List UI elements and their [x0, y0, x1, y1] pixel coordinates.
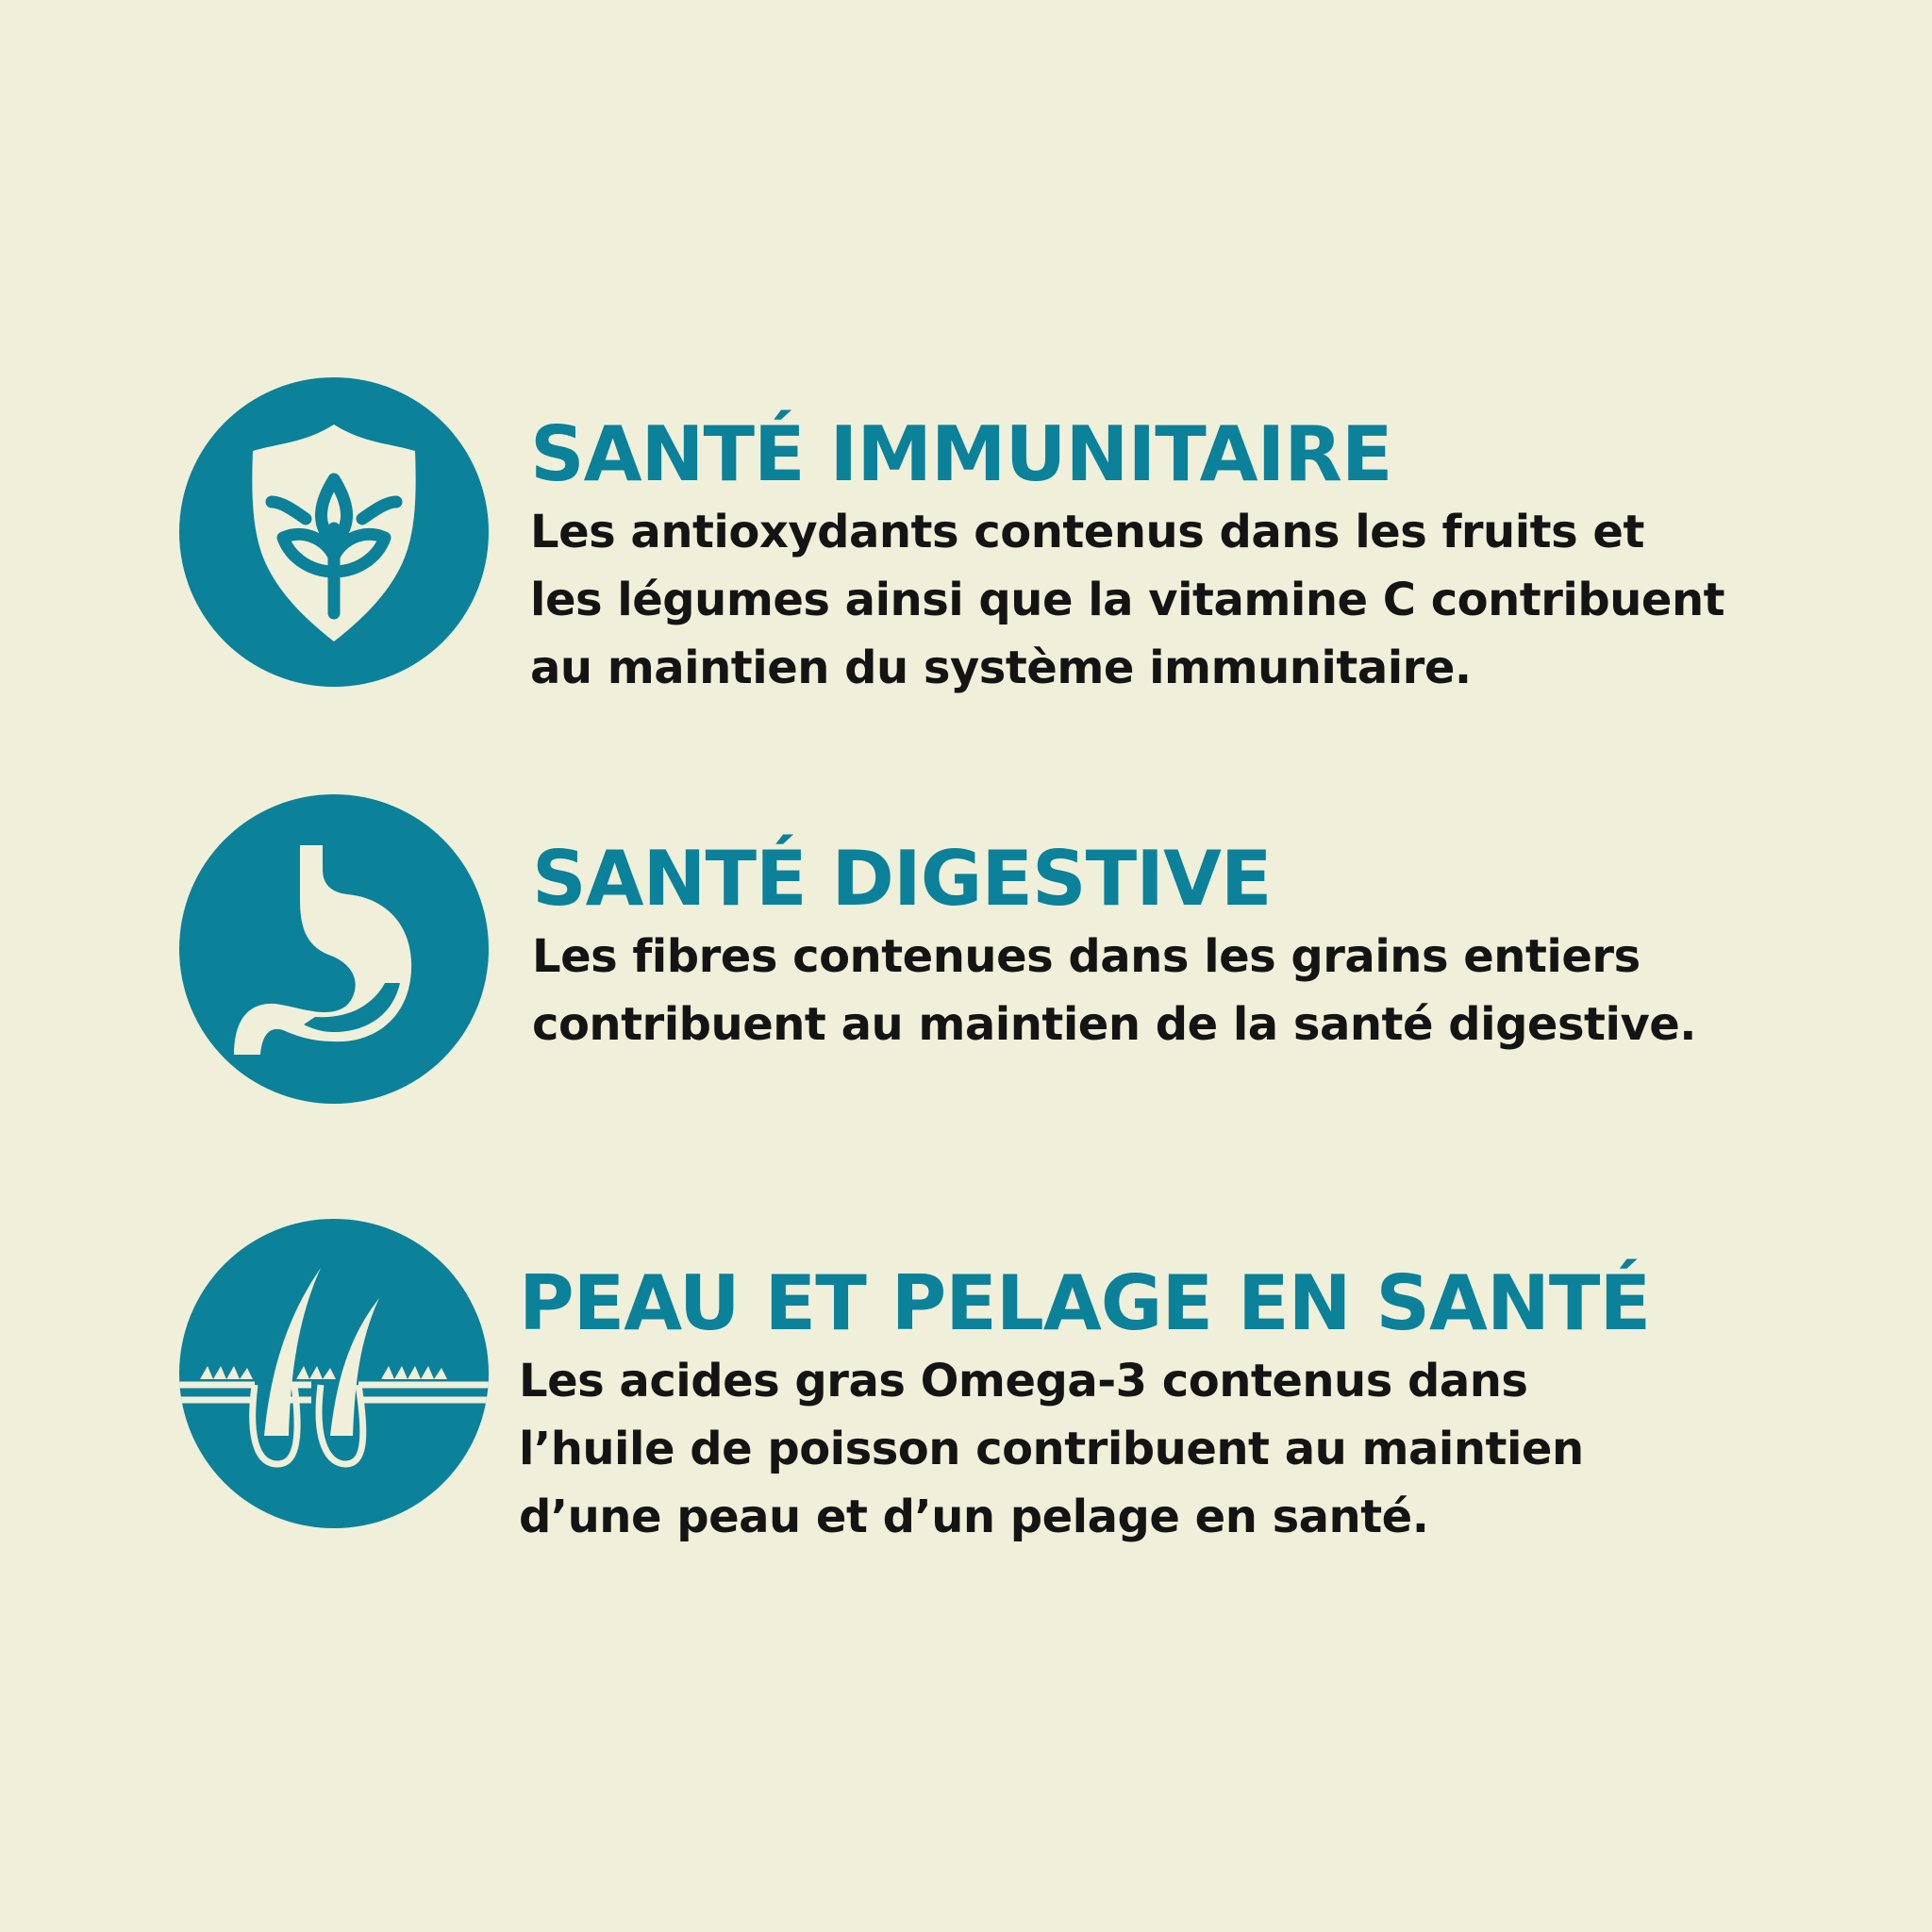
benefit-digestive-health [0, 794, 1932, 1106]
shield-plant-icon [179, 377, 489, 687]
benefit-description [530, 498, 1870, 702]
benefit-description [532, 923, 1872, 1058]
description-line: d’une peau et d’un pelage en santé. [519, 1491, 1429, 1543]
hair-follicle-icon [179, 1219, 489, 1528]
benefit-immune-health [0, 377, 1932, 698]
description-line: l’huile de poisson contribuent au maintien [519, 1423, 1584, 1475]
benefit-title: SANTÉ IMMUNITAIRE [530, 410, 1392, 498]
benefit-text [519, 1260, 1858, 1551]
description-line: Les fibres contenues dans les grains entiers [532, 930, 1641, 983]
benefit-text [532, 836, 1872, 1058]
description-line: au maintien du système immunitaire. [530, 641, 1472, 694]
benefit-description [519, 1347, 1858, 1551]
description-line: Les acides gras Omega-3 contenus dans [519, 1355, 1528, 1407]
benefit-title: PEAU ET PELAGE EN SANTÉ [519, 1259, 1651, 1347]
description-line: Les antioxydants contenus dans les fruits et [530, 506, 1644, 558]
description-line: les légumes ainsi que la vitamine C contribuent [530, 574, 1725, 626]
benefit-title: SANTÉ DIGESTIVE [532, 835, 1272, 923]
stomach-icon [179, 794, 489, 1104]
benefit-skin-coat-health [0, 1219, 1932, 1543]
benefit-text [530, 411, 1870, 702]
description-line: contribuent au maintien de la santé digestive. [532, 998, 1697, 1051]
